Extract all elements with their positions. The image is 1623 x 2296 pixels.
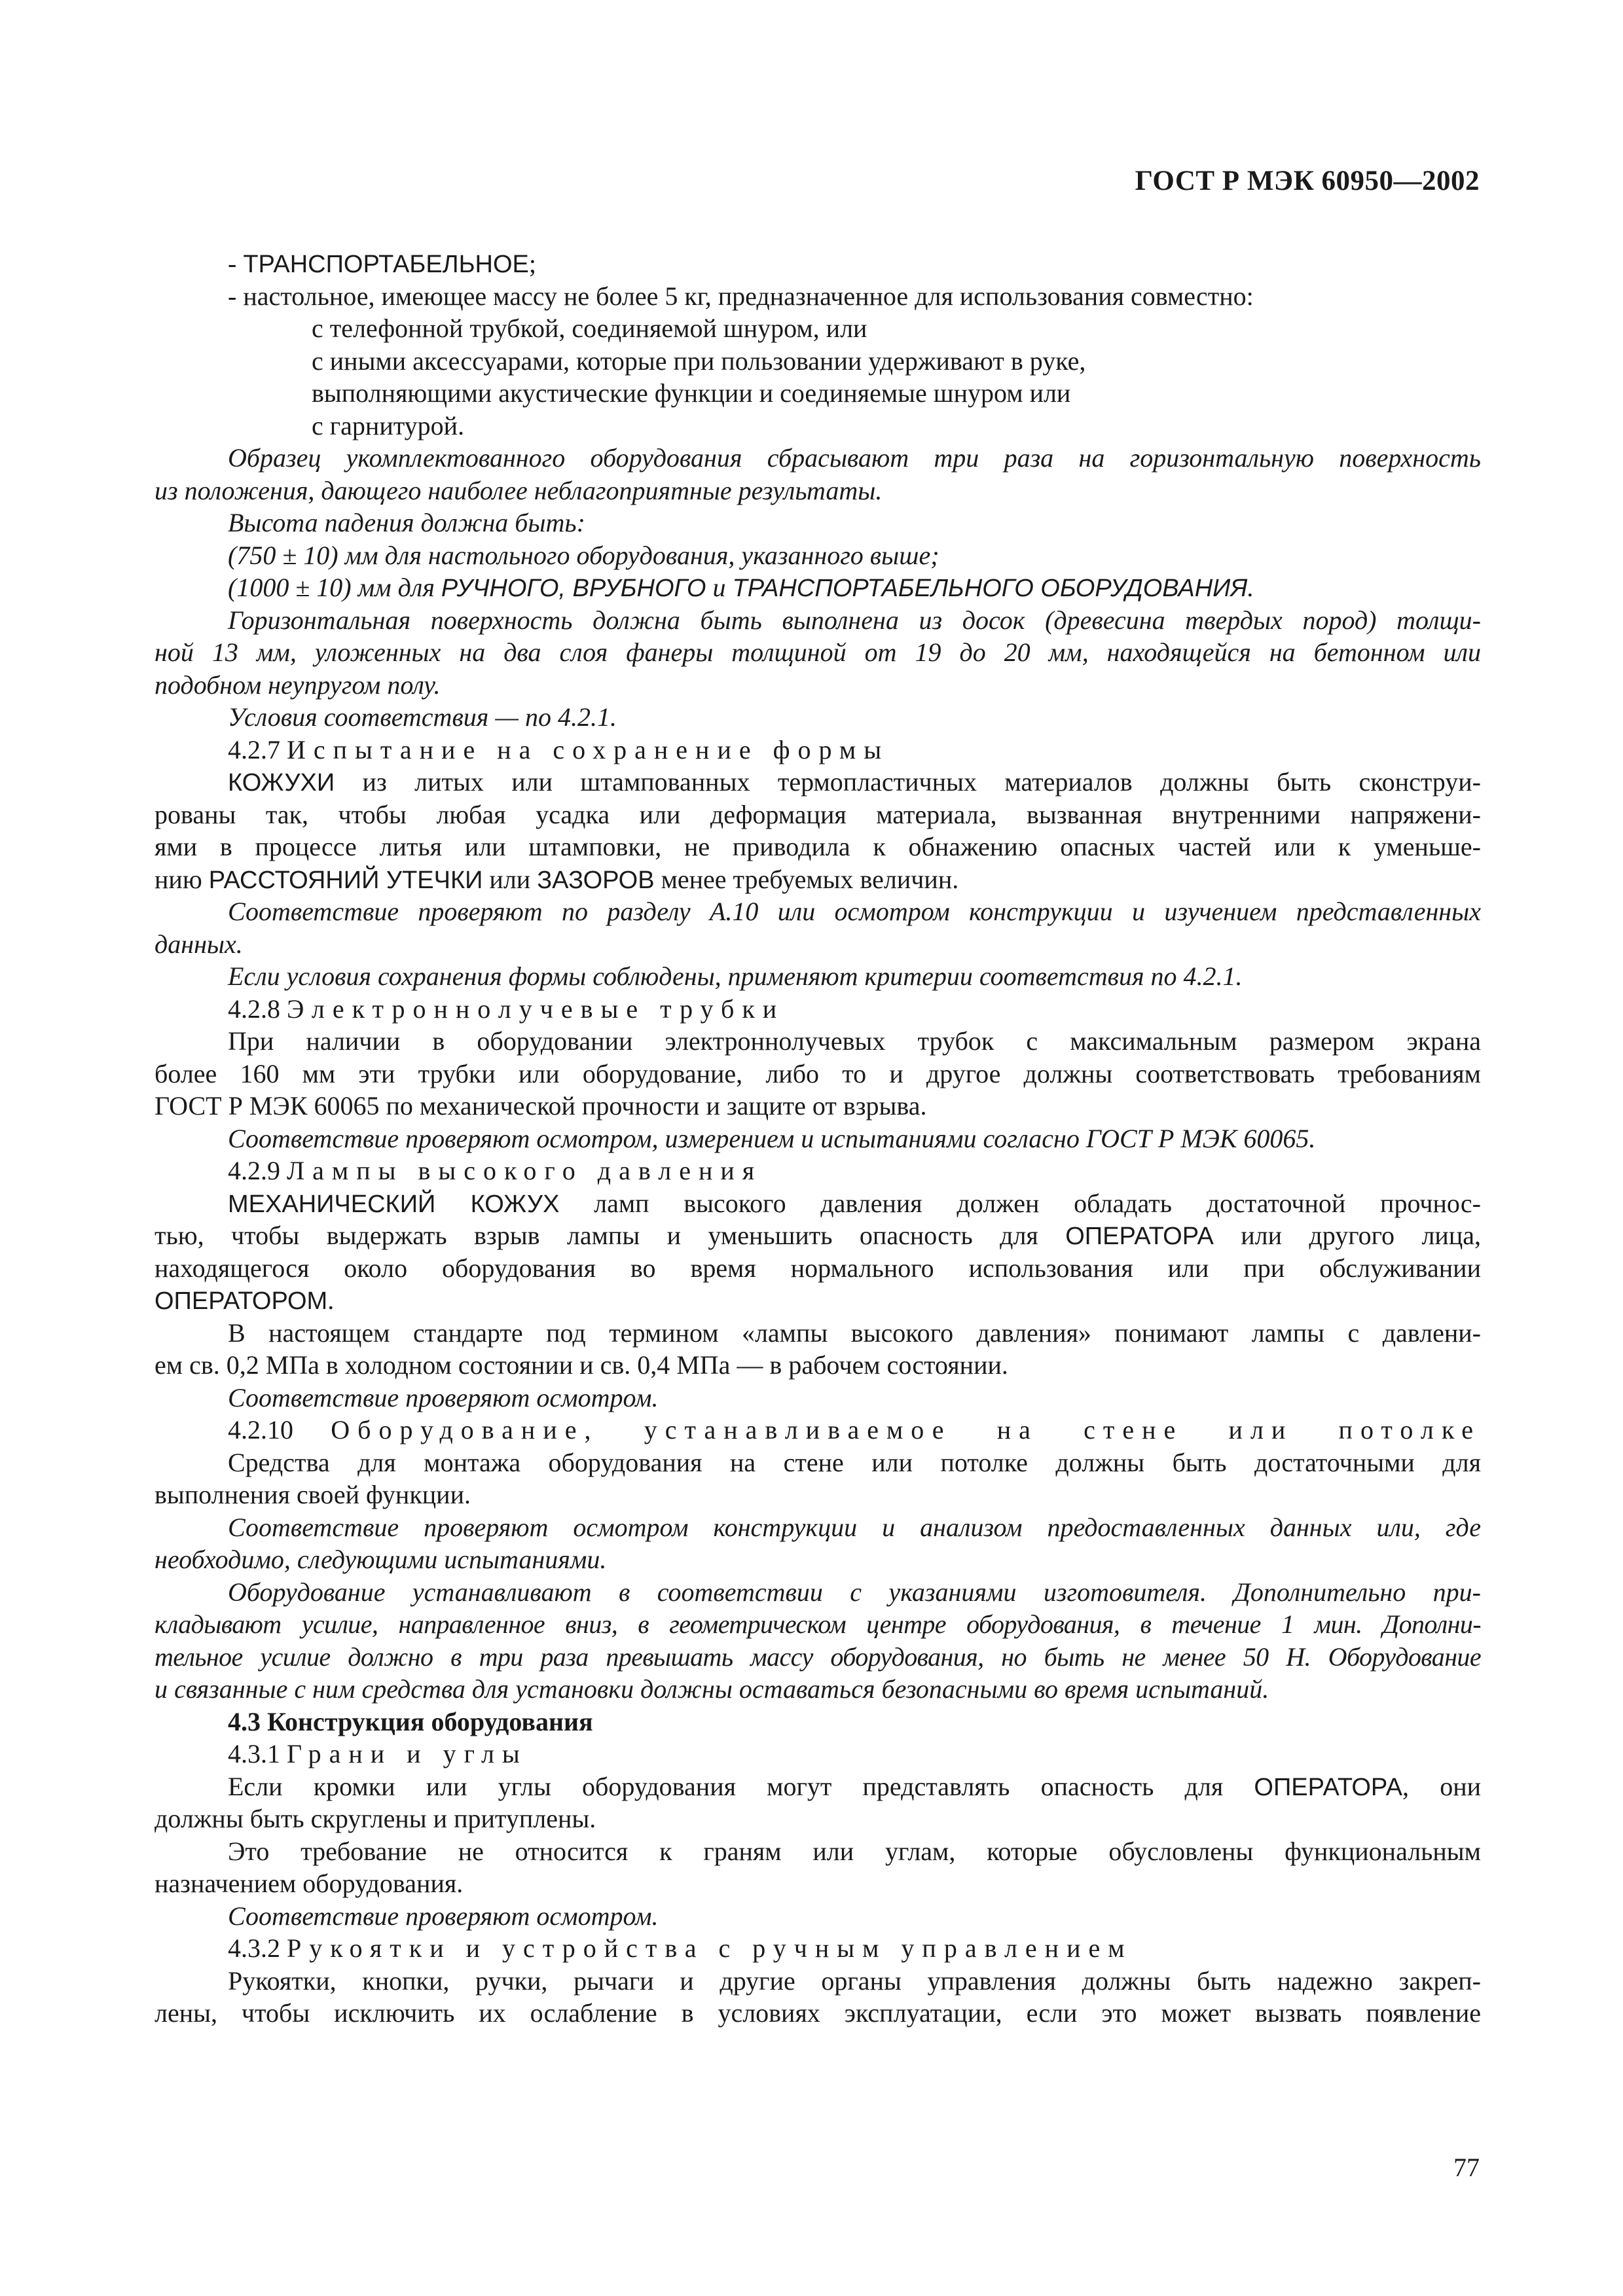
- text-line: рованы так, чтобы любая усадка или деформация материала, вызванная внутренними напряжени-: [155, 799, 1481, 829]
- section-heading: 4.3.2 Рукоятки и устройства с ручным управлением: [228, 1933, 1133, 1963]
- section-heading: 4.2.8 Электроннолучевые трубки: [228, 994, 785, 1024]
- section-heading: 4.2.7 Испытание на сохранение формы: [228, 734, 890, 764]
- text-line: Если кромки или углы оборудования могут представлять опасность для ОПЕРАТОРА, они: [228, 1771, 1481, 1801]
- text-line: более 160 мм эти трубки или оборудование, либо то и другое должны соответствовать требованиям: [155, 1058, 1481, 1088]
- text-line: выполнения своей функции.: [155, 1480, 471, 1509]
- text-line: кладывают усилие, направленное вниз, в геометрическом центре оборудования, в течение 1 мин. Дополни-: [155, 1609, 1481, 1639]
- text-line: КОЖУХИ из литых или штампованных термопластичных материалов должны быть сконструи-: [228, 767, 1481, 797]
- section-heading: 4.3 Конструкция оборудования: [228, 1706, 593, 1736]
- text-line: - ТРАНСПОРТАБЕЛЬНОЕ;: [228, 249, 537, 278]
- text-line: ной 13 мм, уложенных на два слоя фанеры толщиной от 19 до 20 мм, находящейся на бетонном или: [155, 637, 1481, 667]
- text-line: с иными аксессуарами, которые при пользовании удерживают в руке,: [312, 346, 1086, 376]
- text-line: Соответствие проверяют осмотром.: [228, 1901, 659, 1931]
- text-line: нию РАССТОЯНИЙ УТЕЧКИ или ЗАЗОРОВ менее требуемых величин.: [155, 864, 959, 894]
- text-line: Если условия сохранения формы соблюдены, применяют критерии соответствия по 4.2.1.: [228, 961, 1243, 991]
- text-line: с телефонной трубкой, соединяемой шнуром, или: [312, 314, 867, 343]
- standard-header: ГОСТ Р МЭК 60950—2002: [1135, 166, 1480, 196]
- text-line: ГОСТ Р МЭК 60065 по механической прочности и защите от взрыва.: [155, 1091, 927, 1121]
- text-line: - настольное, имеющее массу не более 5 кг, предназначенное для использования совместно:: [228, 281, 1254, 311]
- section-heading: 4.2.10 Оборудование, устанавливаемое на стене или потолке: [228, 1415, 1481, 1444]
- text-line: необходимо, следующими испытаниями.: [155, 1545, 607, 1574]
- text-line: (750 ± 10) мм для настольного оборудования, указанного выше;: [228, 540, 939, 570]
- text-line: ем св. 0,2 МПа в холодном состоянии и св. 0,4 МПа — в рабочем состоянии.: [155, 1350, 1008, 1380]
- text-line: Средства для монтажа оборудования на стене или потолке должны быть достаточными для: [228, 1447, 1481, 1477]
- text-line: Оборудование устанавливают в соответствии с указаниями изготовителя. Дополнительно при-: [228, 1577, 1481, 1607]
- body-text: [155, 247, 1481, 2030]
- text-line: находящегося около оборудования во время нормального использования или при обслуживании: [155, 1253, 1481, 1283]
- text-line: Высота падения должна быть:: [228, 508, 585, 537]
- text-line: подобном неупругом полу.: [155, 670, 441, 700]
- text-line: МЕХАНИЧЕСКИЙ КОЖУХ ламп высокого давления должен обладать достаточной прочнос-: [228, 1188, 1481, 1218]
- text-line: назначением оборудования.: [155, 1869, 464, 1898]
- text-line: (1000 ± 10) мм для РУЧНОГО, ВРУБНОГО и ТРАНСПОРТАБЕЛЬНОГО ОБОРУДОВАНИЯ.: [228, 573, 1254, 602]
- text-line: и связанные с ним средства для установки должны оставаться безопасными во время испытаний.: [155, 1674, 1269, 1704]
- text-line: с гарнитурой.: [312, 410, 465, 440]
- text-line: Горизонтальная поверхность должна быть выполнена из досок (древесина твердых пород) толщи-: [228, 605, 1481, 635]
- text-line: ОПЕРАТОРОМ.: [155, 1285, 335, 1315]
- text-line: тью, чтобы выдержать взрыв лампы и уменьшить опасность для ОПЕРАТОРА или другого лица,: [155, 1221, 1481, 1250]
- section-heading: 4.2.9 Лампы высокого давления: [228, 1156, 763, 1185]
- text-line: из положения, дающего наиболее неблагоприятные результаты.: [155, 475, 883, 505]
- text-line: Рукоятки, кнопки, ручки, рычаги и другие органы управления должны быть надежно закреп-: [228, 1965, 1481, 1996]
- text-line: выполняющими акустические функции и соединяемые шнуром или: [312, 378, 1071, 408]
- text-line: В настоящем стандарте под термином «лампы высокого давления» понимают лампы с давлени-: [228, 1318, 1481, 1348]
- text-line: Соответствие проверяют осмотром.: [228, 1382, 659, 1412]
- text-line: Образец укомплектованного оборудования сбрасывают три раза на горизонтальную поверхность: [228, 443, 1481, 473]
- text-line: Соответствие проверяют осмотром, измерением и испытаниями согласно ГОСТ Р МЭК 60065.: [228, 1123, 1316, 1153]
- text-line: Соответствие проверяют по разделу А.10 или осмотром конструкции и изучением представленных: [228, 897, 1481, 926]
- text-line: лены, чтобы исключить их ослабление в условиях эксплуатации, если это может вызвать появление: [155, 1998, 1481, 2028]
- section-heading: 4.3.1 Грани и углы: [228, 1739, 528, 1768]
- text-line: должны быть скруглены и притуплены.: [155, 1804, 596, 1833]
- text-line: При наличии в оборудовании электроннолучевых трубок с максимальным размером экрана: [228, 1026, 1481, 1056]
- text-line: Условия соответствия — по 4.2.1.: [228, 702, 617, 732]
- text-line: тельное усилие должно в три раза превышать массу оборудования, но быть не менее 50 Н. Оборудование: [155, 1641, 1481, 1672]
- page-number: 77: [1453, 2153, 1480, 2182]
- text-line: Это требование не относится к граням или углам, которые обусловлены функциональным: [228, 1836, 1481, 1866]
- text-line: данных.: [155, 929, 243, 959]
- text-line: ями в процессе литья или штамповки, не приводила к обнажению опасных частей или к уменьше-: [155, 832, 1481, 861]
- text-line: Соответствие проверяют осмотром конструкции и анализом предоставленных данных или, где: [228, 1512, 1481, 1542]
